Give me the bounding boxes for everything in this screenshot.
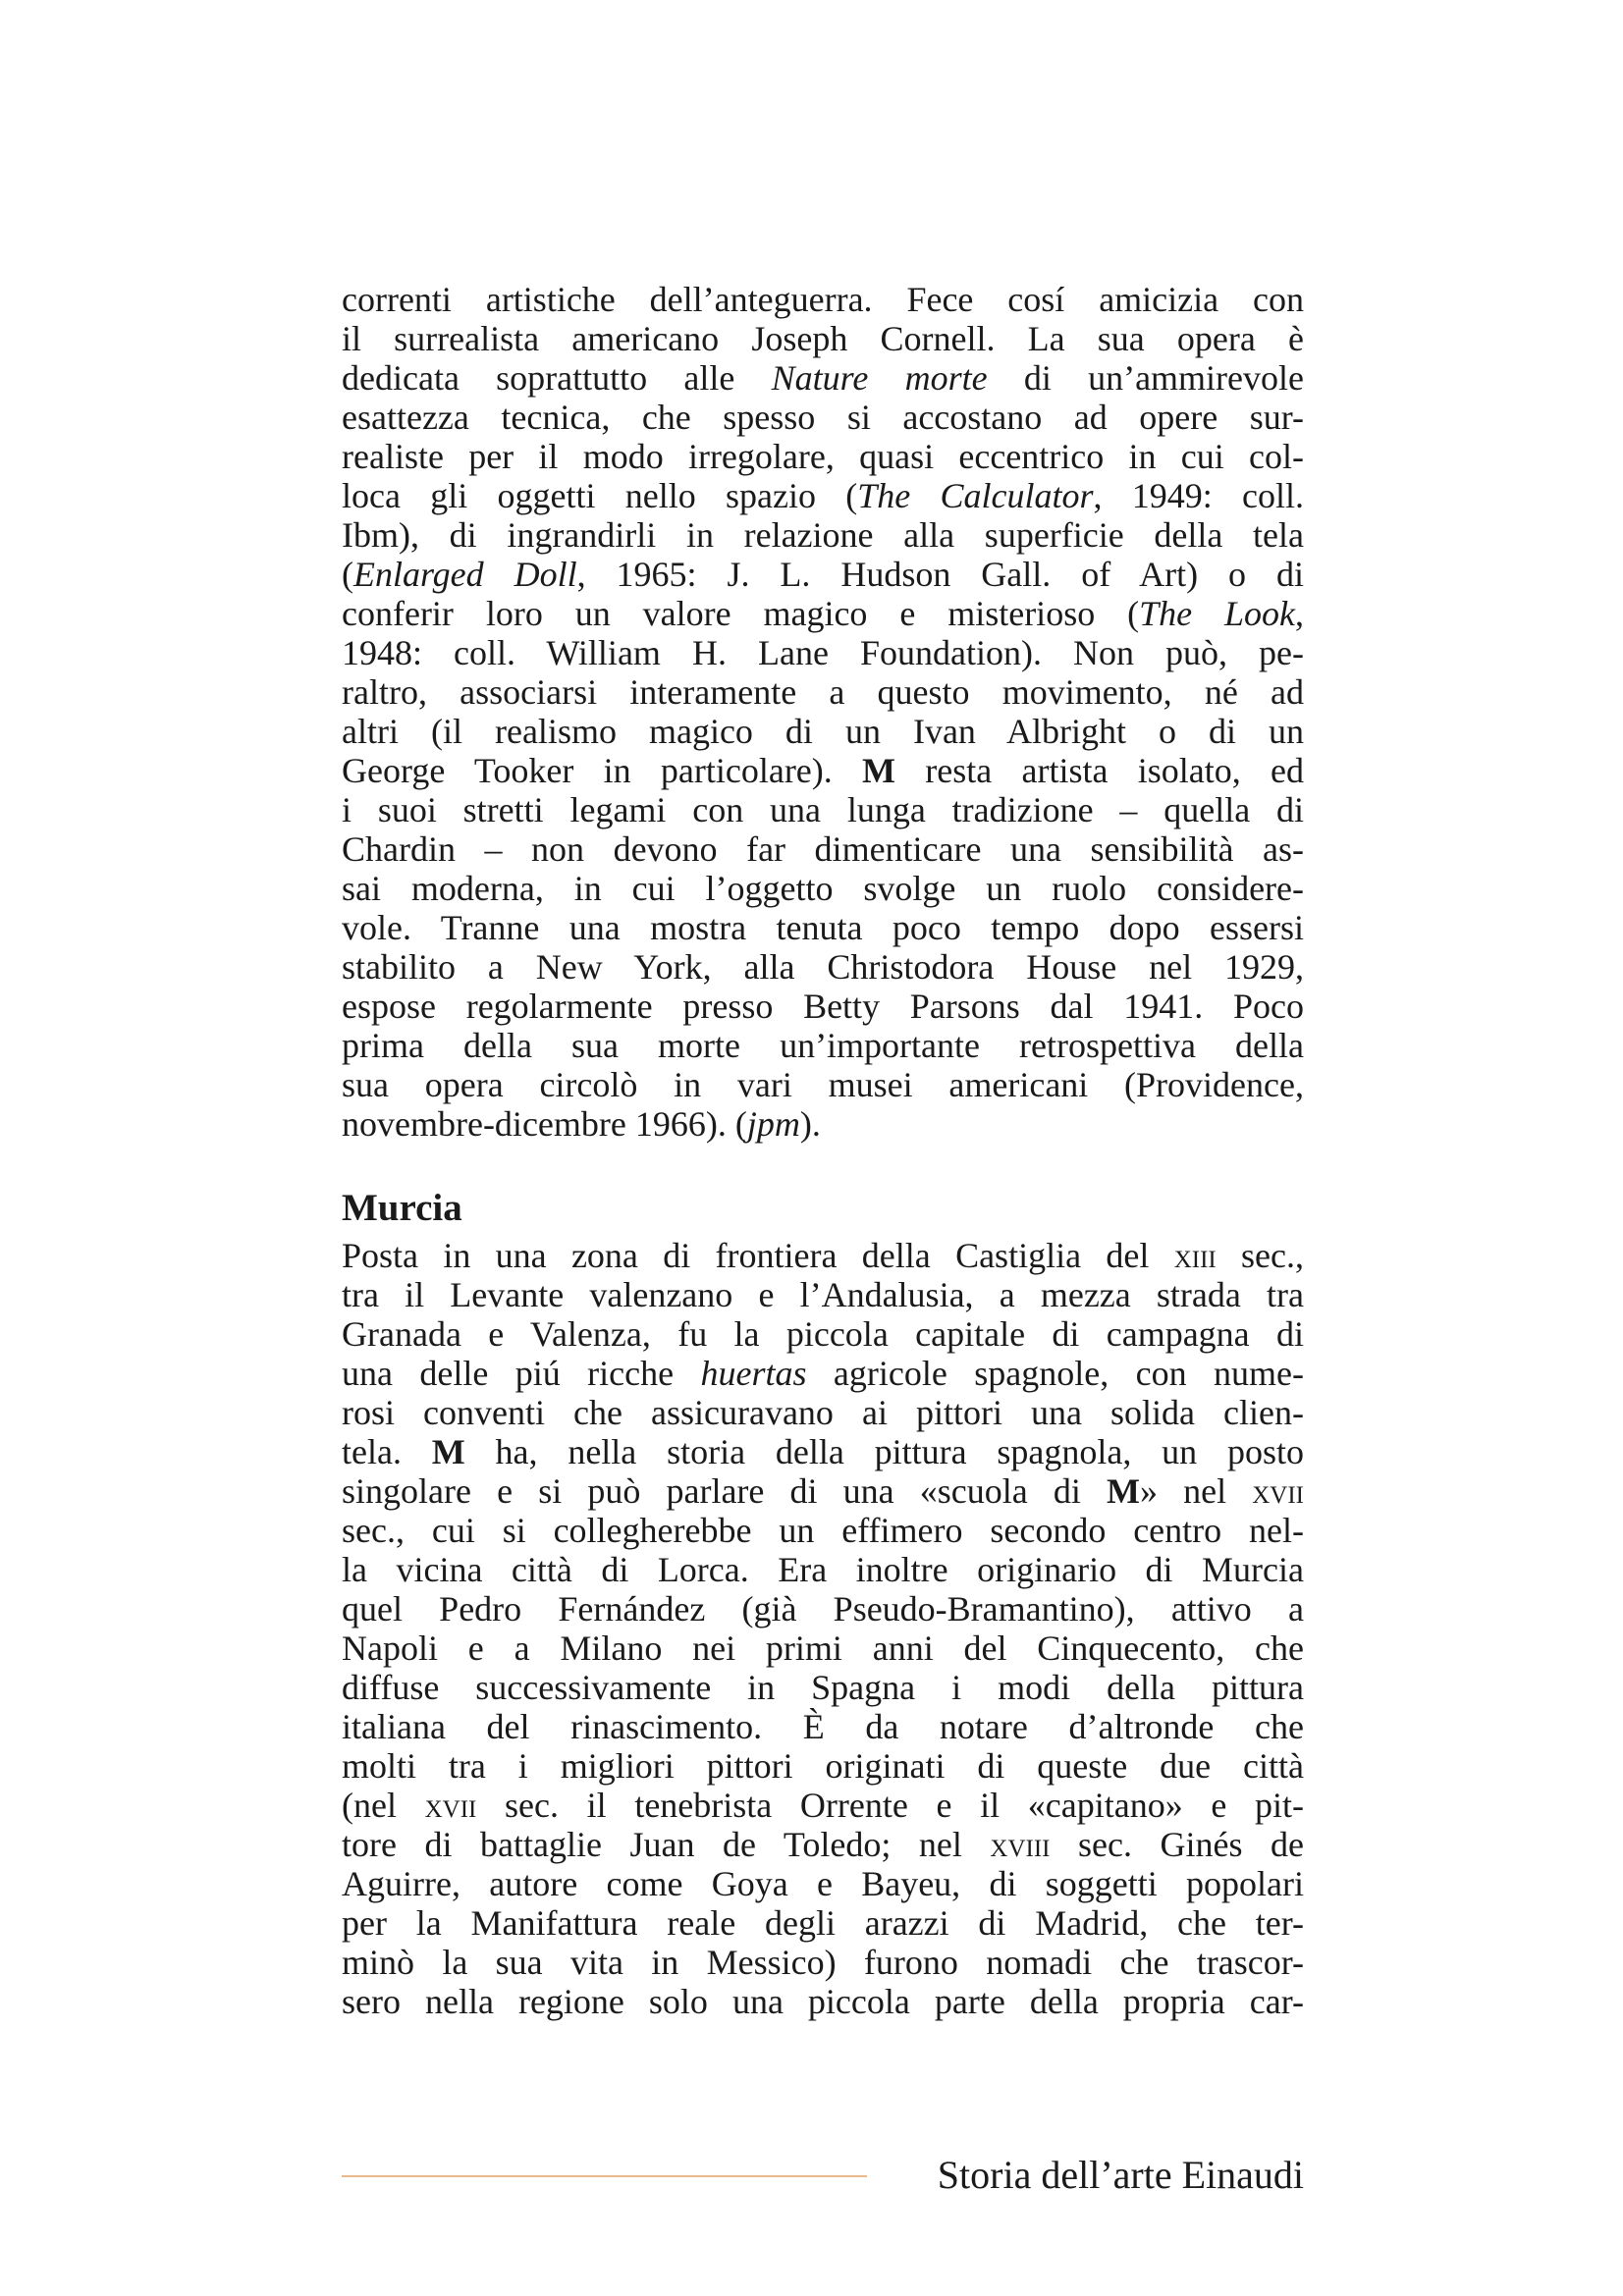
text-line: italiana del rinascimento. È da notare d’altronde che xyxy=(342,1707,1304,1746)
text-line: sec., cui si collegherebbe un effimero secondo centro nel- xyxy=(342,1511,1304,1550)
text-line: molti tra i migliori pittori originati di queste due città xyxy=(342,1746,1304,1786)
text-line: correnti artistiche dell’anteguerra. Fece cosí amicizia con xyxy=(342,280,1304,319)
text-line: (nel xvii sec. il tenebrista Orrente e il «capitano» e pit- xyxy=(342,1786,1304,1825)
text-line: Chardin – non devono far dimenticare una sensibilità as- xyxy=(342,829,1304,869)
footer-rule xyxy=(342,2175,867,2177)
text-line: esattezza tecnica, che spesso si accostano ad opere sur- xyxy=(342,398,1304,437)
text-line: rosi conventi che assicuravano ai pittori una solida clien- xyxy=(342,1393,1304,1432)
text-line: realiste per il modo irregolare, quasi eccentrico in cui col- xyxy=(342,437,1304,476)
text-line: Napoli e a Milano nei primi anni del Cinquecento, che xyxy=(342,1629,1304,1668)
text-line: per la Manifattura reale degli arazzi di Madrid, che ter- xyxy=(342,1903,1304,1943)
text-line: sua opera circolò in vari musei americani (Providence, xyxy=(342,1065,1304,1104)
page-footer xyxy=(342,2152,1304,2201)
text-line: (Enlarged Doll, 1965: J. L. Hudson Gall. of Art) o di xyxy=(342,555,1304,594)
text-line: diffuse successivamente in Spagna i modi della pittura xyxy=(342,1668,1304,1707)
text-line: tra il Levante valenzano e l’Andalusia, a mezza strada tra xyxy=(342,1275,1304,1314)
text-line: vole. Tranne una mostra tenuta poco tempo dopo essersi xyxy=(342,908,1304,947)
text-line: i suoi stretti legami con una lunga tradizione – quella di xyxy=(342,790,1304,829)
text-line: 1948: coll. William H. Lane Foundation). Non può, pe- xyxy=(342,633,1304,672)
text-line: George Tooker in particolare). M resta artista isolato, ed xyxy=(342,751,1304,790)
entry-murcia-text xyxy=(342,1236,1304,2021)
text-line: espose regolarmente presso Betty Parsons dal 1941. Poco xyxy=(342,987,1304,1026)
text-line: stabilito a New York, alla Christodora House nel 1929, xyxy=(342,947,1304,987)
text-line: una delle piú ricche huertas agricole spagnole, con nume- xyxy=(342,1354,1304,1393)
text-line: Granada e Valenza, fu la piccola capitale di campagna di xyxy=(342,1314,1304,1354)
text-line: minò la sua vita in Messico) furono nomadi che trascor- xyxy=(342,1943,1304,1982)
text-line: Posta in una zona di frontiera della Castiglia del xiii sec., xyxy=(342,1236,1305,1275)
text-line: novembre-dicembre 1966). (jpm). xyxy=(342,1104,821,1144)
text-line: loca gli oggetti nello spazio (The Calculator, 1949: coll. xyxy=(342,476,1305,515)
text-line: il surrealista americano Joseph Cornell. La sua opera è xyxy=(342,319,1304,358)
footer-title: Storia dell’arte Einaudi xyxy=(937,2153,1304,2197)
text-line: quel Pedro Fernández (già Pseudo-Bramantino), attivo a xyxy=(342,1589,1304,1629)
text-line: singolare e si può parlare di una «scuola di M» nel xvii xyxy=(342,1471,1304,1511)
text-line: sai moderna, in cui l’oggetto svolge un ruolo considere- xyxy=(342,869,1304,908)
text-line: la vicina città di Lorca. Era inoltre originario di Murcia xyxy=(342,1550,1304,1589)
text-line: dedicata soprattutto alle Nature morte di un’ammirevole xyxy=(342,358,1304,398)
page-body xyxy=(342,280,1304,2021)
text-line: conferir loro un valore magico e misterioso (The Look, xyxy=(342,594,1304,633)
text-line: tela. M ha, nella storia della pittura spagnola, un posto xyxy=(342,1432,1304,1471)
text-line: raltro, associarsi interamente a questo movimento, né ad xyxy=(342,672,1304,712)
text-line: prima della sua morte un’importante retrospettiva della xyxy=(342,1026,1304,1065)
text-line: altri (il realismo magico di un Ivan Albright o di un xyxy=(342,712,1304,751)
text-line: Ibm), di ingrandirli in relazione alla superficie della tela xyxy=(342,515,1304,555)
entry-continuation xyxy=(342,280,1304,1144)
text-line: Aguirre, autore come Goya e Bayeu, di soggetti popolari xyxy=(342,1864,1304,1903)
text-line: sero nella regione solo una piccola parte della propria car- xyxy=(342,1982,1304,2021)
entry-heading-murcia: Murcia xyxy=(342,1187,462,1229)
text-line: tore di battaglie Juan de Toledo; nel xviii sec. Ginés de xyxy=(342,1825,1305,1864)
